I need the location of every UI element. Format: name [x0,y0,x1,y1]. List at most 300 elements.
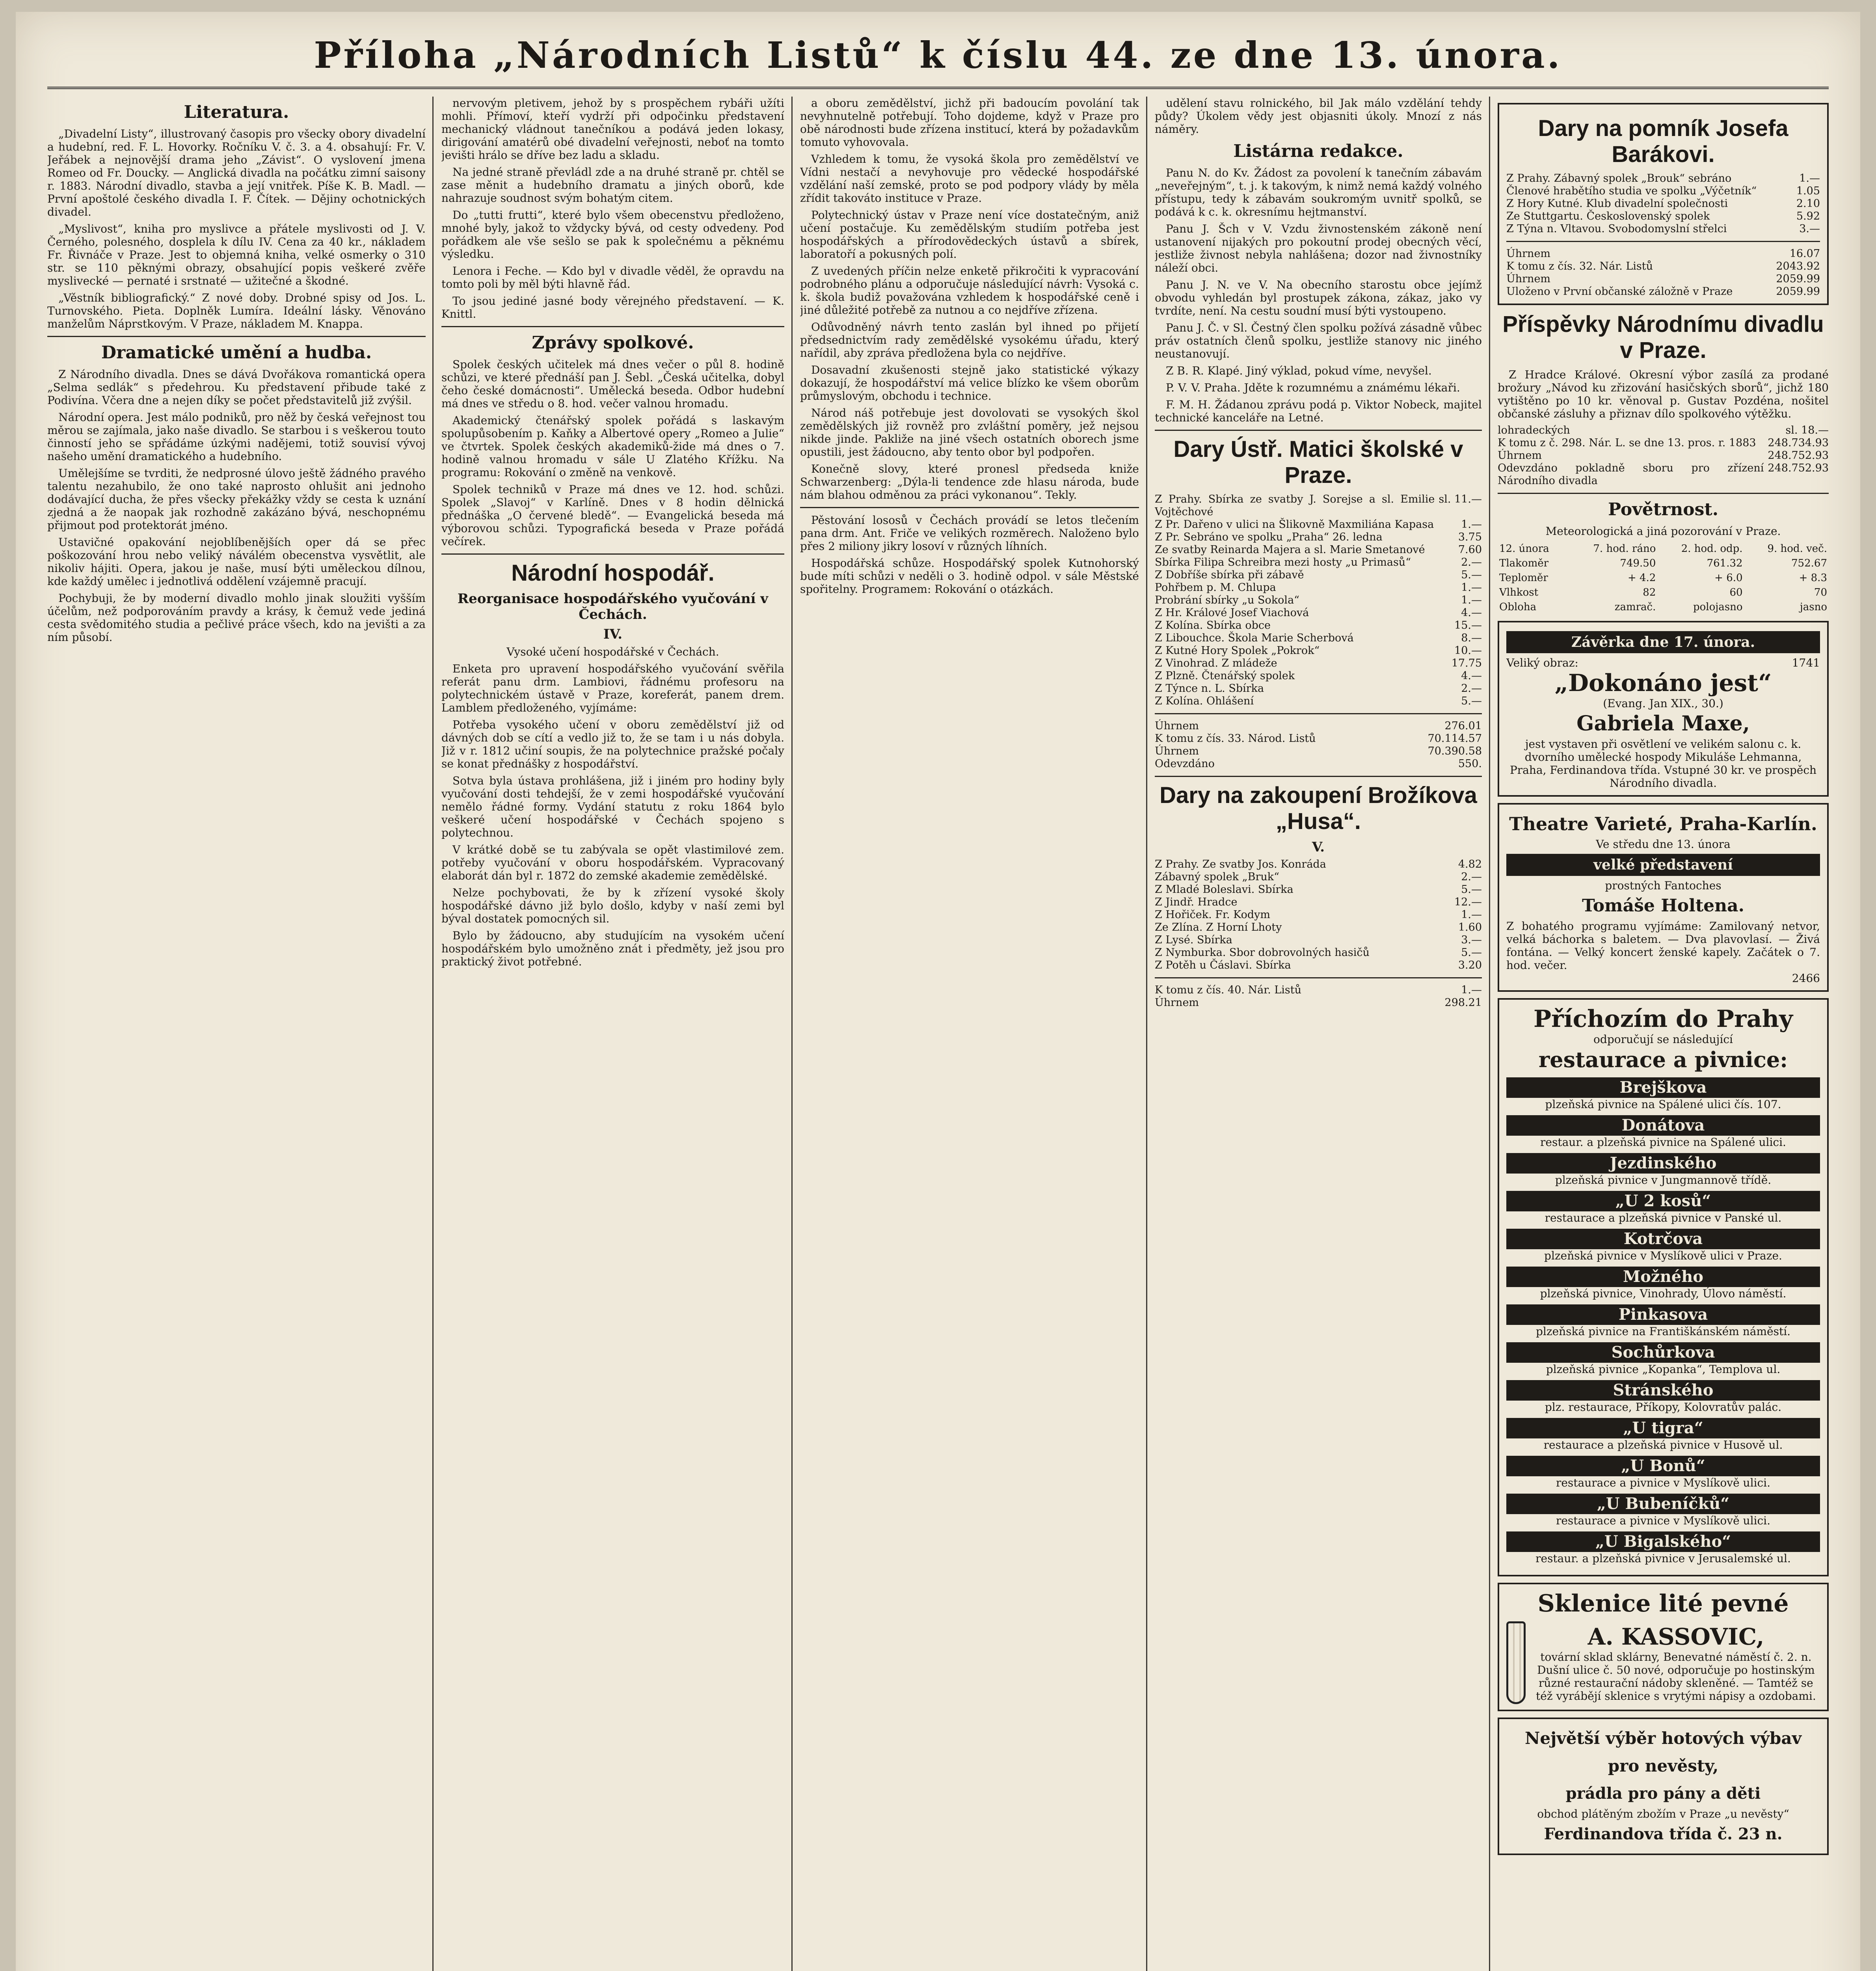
paragraph: Z Národního divadla. Dnes se dává Dvořákova romantická opera „Selma sedlák“ s předehrou. Ku představení přibude také z Podivína. Včera dne a nejen díky se počet představitelů již zvýšil. [47,368,426,407]
pub-listing [1506,1077,1820,1111]
zaverka-number: 1741 [1792,656,1820,669]
donation-row [1506,285,1820,298]
amount: 4.82 [1458,858,1482,870]
weather-cell: Tlakoměr [1499,557,1549,569]
zaverka-ad [1498,621,1829,797]
paragraph: Ustavičné opakování nejoblíbenějších oper dá se přec poškozování hrou nebo veliký náválém obecenstva vysvětlit, ale nikoliv hájiti. Opera, jakou je naše, musí býti uměleckou dílnou, kde každý umělec i jednotlivá oddělení vzájemně pracují. [47,536,426,588]
paragraph: Z uvedených příčin nelze enketě přikročiti k vypracování podrobného plánu a odporučuje následující návrh: Vysoká c. k. škola budiž považována vzhledem k hospodářské ceně i jiné důležité potřebě za nutnou a co nejdříve zřízena. [800,265,1139,317]
paragraph: a oboru zemědělství, jichž při badoucím povolání tak nevyhnutelně potřebují. Toho dojdeme, když v Praze pro obě národnosti bude zřízena institucí, která by požadavkům tomuto vyhovovala. [800,97,1139,149]
divider [441,553,784,555]
donor: Zábavný spolek „Bruk“ [1155,871,1279,883]
donor: Z Potěh u Čáslavi. Sbírka [1155,959,1291,971]
donor: Z Vinohrad. Z mládeže [1155,657,1277,669]
donation-totals [1498,424,1829,487]
pub-address: restaur. a plzeňská pivnice na Spálené ulici. [1540,1136,1786,1149]
donor: Z Hořiček. Fr. Kodym [1155,909,1270,921]
kassovic-firm: A. KASSOVIC, [1588,1623,1764,1650]
pub-name: „U tigra“ [1506,1418,1820,1438]
donor: Z Pr. Dařeno v ulici na Šlikovně Maxmiliána Kapasa [1155,518,1434,531]
amount: 12.— [1454,896,1482,908]
donation-list [1155,493,1482,708]
column-3 [800,97,1139,1971]
paragraph: V krátké době se tu zabývala se opět vlastimilové zem. potřeby vyučování v oboru hospodářském. Vypracovaný elaborát dán byl r. 1872 do zemské akademie zemědělské. [441,843,784,882]
amount: 1.— [1461,909,1482,921]
paragraph: udělení stavu rolnického, bil Jak málo vzdělání tehdy půdy? Úkolem vědy jest objasniti úkoly. Mnozí z nás náměry. [1155,97,1482,136]
donor: Z Kolína. Sbírka obce [1155,619,1271,632]
divider [1155,713,1482,714]
weather-header-cell: 9. hod. več. [1767,543,1827,555]
donation-row [1506,185,1820,197]
donation-row [1155,632,1482,645]
narodni-part-number: IV. [603,626,623,642]
weather-cell: 60 [1729,587,1743,598]
pub-address: restaurace a plzeňská pivnice v Husově ul. [1543,1438,1783,1451]
paragraph: Dosavadní zkušenosti stejně jako statistické výkazy dokazují, že hospodářství má velice blízko ke všem oborům průmyslovým, obchodu i technice. [800,363,1139,402]
donation-row [1155,531,1482,544]
amount: 70.390.58 [1427,745,1482,757]
donation-row [1506,260,1820,273]
amount: 248.752.93 [1768,462,1829,474]
weather-cell: polojasno [1693,601,1743,613]
paragraph: Potřeba vysokého učení v oboru zemědělství již od dávných dob se cítí a vedlo již to, že se tam i u nás dobyla. Již v r. 1812 učiní soupis, že na polytechnice pražské počaly se konat přednášky z hospodářství. [441,718,784,770]
donation-totals [1506,248,1820,298]
column-2 [441,97,784,1971]
donation-totals [1155,720,1482,770]
donor: Z Pr. Sebráno ve spolku „Praha“ 26. ledna [1155,531,1383,543]
donor: K tomu z čís. 33. Národ. Listů [1155,732,1316,745]
donor: Z Prahy. Zábavný spolek „Brouk“ sebráno [1506,172,1732,184]
amount: sl. 18.— [1785,424,1829,436]
donation-row [1155,594,1482,607]
pub-listing [1506,1342,1820,1376]
dramaticke-heading: Dramatické umění a hudba. [101,343,372,363]
paragraph: Panu N. do Kv. Žádost za povolení k tanečním zábavám „neveřejným“, t. j. k takovým, k nimž nemá každý volného přístupu, tedy k zábavám soukromým uvnitř spolků, se podává k c. k. okresnímu hejtmanství. [1155,166,1482,218]
divider [441,326,784,327]
pub-name: „U Bigalského“ [1506,1531,1820,1552]
weather-table [1498,542,1829,615]
pub-address: plzeňská pivnice, Vinohrady, Úlovo náměstí. [1540,1287,1787,1300]
donation-row [1155,720,1482,732]
amount: 1.— [1461,984,1482,996]
zaverka-text: jest vystaven při osvětlení ve velikém salonu c. k. dvorního umělecké hospody Mikuláše Lehmanna, Praha, Ferdinandova třída. Vstupné 30 kr. ve prospěch Národního divadla. [1509,738,1817,790]
beer-mug-icon [1506,1621,1526,1704]
paragraph: To jsou jediné jasné body věrejného představení. — K. Knittl. [441,294,784,320]
amount: 70.114.57 [1427,732,1482,745]
amount: 2043.92 [1776,260,1820,272]
brozik-heading: Dary na zakoupení Brožíkova „Husa“. [1159,782,1477,834]
pub-listing [1506,1267,1820,1300]
zaverka-title: „Dokonáno jest“ [1554,669,1772,697]
amount: 1.— [1461,594,1482,606]
donor: Z Prahy. Sbírka ze svatby J. Sorejse a sl. Emilie Vojtěchové [1155,493,1435,518]
pub-address: plz. restaurace, Příkopy, Kolovratův palác. [1545,1401,1782,1414]
column-rule [1146,97,1147,1971]
pub-name: Stránského [1506,1380,1820,1401]
divider [1155,977,1482,978]
amount: 276.01 [1444,720,1482,732]
column-rule [1489,97,1490,1971]
donation-row [1498,449,1829,462]
divider [1155,776,1482,777]
paragraph: P. V. V. Praha. Jděte k rozumnému a známému lékaři. [1166,381,1460,394]
donor: Odevzdáno pokladně sboru pro zřízení Národního divadla [1498,462,1764,487]
weather-cell: 749.50 [1620,557,1656,569]
amount: 1.— [1461,518,1482,531]
weather-header-cell: 7. hod. ráno [1593,543,1656,555]
donor: Úhrnem [1155,997,1199,1009]
variete-price: 2466 [1792,972,1820,985]
pub-listing [1506,1418,1820,1452]
paragraph: „Myslivost“, kniha pro myslivce a přátele myslivosti od J. V. Černého, polesného, dosplela k dílu IV. Cena za 40 kr., nákladem Fr. Řivnáče v Praze. Jest to objemná kniha, velké osmerky o 310 str. se 110 pěknými obrazy, obsahující popis veškeré zvěře myslivecké — pernaté i srstnaté — užitečné a škodné. [47,222,426,287]
pub-address: plzeňská pivnice na Františkánském náměstí. [1535,1325,1791,1338]
donor: K tomu z čís. 32. Nár. Listů [1506,260,1653,272]
amount: 15.— [1454,619,1482,632]
amount: 2.— [1461,682,1482,695]
donation-row [1155,581,1482,594]
donor: Ze svatby Reinarda Majera a sl. Marie Smetanové [1155,544,1425,556]
weather-cell: + 6.0 [1714,572,1743,584]
pub-address: plzeňská pivnice v Jungmannově třídě. [1555,1174,1772,1187]
pub-listing [1506,1456,1820,1490]
weather-row [1498,585,1829,600]
amount: 1.60 [1458,921,1482,933]
paragraph: Pochybuji, že by moderní divadlo mohlo jinak sloužiti vyšším účelům, než podporováním pravdy a krásy, k čemuž vede jediná cesta svědomitého studia a pečlivé práce všech, kdo na jevišti a za ním působí. [47,592,426,644]
paragraph: Lenora i Feche. — Kdo byl v divadle věděl, že opravdu na tomto poli by měl býti hlavně řád. [441,265,784,291]
nevesty-sub: prádla pro pány a děti [1565,1784,1761,1803]
variete-banner: velké představení [1506,854,1820,876]
paragraph: Panu J. Č. v Sl. Čestný člen spolku požívá zásadně vůbec práv ostatních členů spolku, jestliže stanovy nic jiného neustanovují. [1155,321,1482,360]
weather-cell: 752.67 [1791,557,1827,569]
donation-row [1155,883,1482,896]
pub-name: Jezdinského [1506,1153,1820,1174]
povetrnost-heading: Povětrnost. [1608,499,1719,520]
paragraph: Bylo by žádoucno, aby studujícím na vysokém učení hospodářském bylo umožněno znát i předměty, jež jsou pro praktický život potřebné. [441,929,784,968]
weather-cell: + 8.3 [1799,572,1827,584]
weather-cell: 70 [1814,587,1827,598]
donor: Uloženo v První občanské záložně v Praze [1506,285,1733,298]
donor: Z Kolína. Ohlášení [1155,695,1254,707]
pub-listing [1506,1531,1820,1565]
sklenice-ad [1498,1583,1829,1711]
literatura-heading: Literatura. [184,102,289,122]
donation-row [1155,745,1482,758]
amount: 298.21 [1444,997,1482,1009]
donor: Probrání sbírky „u Sokola“ [1155,594,1299,606]
donation-row [1506,210,1820,223]
donation-row [1155,619,1482,632]
donation-row [1155,607,1482,619]
paragraph: Sotva byla ústava prohlášena, již i jiném pro hodiny byly vyučování dosti tehdejší, že v zemi hospodářské vyučování nemělo řádné formy. Vydání statutu z roku 1864 bylo veškeré učení hospodářské v Čechách spojeno s polytechnou. [441,774,784,839]
paragraph: Národ náš potřebuje jest dovolovati se vysokých škol zemědělských již rovněž pro zvláštní poměry, jež nejsou nikde jinde. Pakliže na jiné všech ostatních oborech jsme opustili, jest žádoucno, aby tento obor byl podpořen. [800,406,1139,458]
donation-row [1155,670,1482,682]
sklenice-title: Sklenice lité pevné [1537,1590,1789,1617]
donation-row [1155,645,1482,657]
amount: 2.10 [1796,197,1820,210]
variete-sub: prostných Fantoches [1605,879,1722,892]
prichozim-heading: restaurace a pivnice: [1538,1047,1788,1072]
donor: Úhrnem [1155,745,1199,757]
pub-address: plzeňská pivnice v Myslíkově ulici v Praze. [1544,1249,1782,1262]
weather-cell: Teploměr [1499,572,1548,584]
donor: Úhrnem [1506,248,1551,260]
weather-row [1498,556,1829,571]
donor: Z Libouchce. Škola Marie Scherbová [1155,632,1354,644]
donation-list [1506,172,1820,235]
donor: Z Kutné Hory Spolek „Pokrok“ [1155,645,1320,657]
paragraph: F. M. H. Žádanou zprávu podá p. Viktor Nobeck, majitel technické kanceláře na Letné. [1155,398,1482,424]
barak-box [1498,103,1829,305]
donation-row [1498,437,1829,449]
amount: 16.07 [1789,248,1820,260]
narodni-subheading: Reorganisace hospodářského vyučování v Čechách. [457,591,769,622]
donation-row [1155,921,1482,934]
variete-ad [1498,803,1829,992]
amount: sl. 11.— [1439,493,1482,505]
column-rule [791,97,793,1971]
donor: Z Lysé. Sbírka [1155,934,1232,946]
donation-row [1155,695,1482,708]
paragraph: „Věstník bibliografický.“ Z nové doby. Drobné spisy od Jos. L. Turnovského. Pieta. Doplněk Lumíra. Ideální lásky. Věnováno manželům Náprstkovým. V Praze, nákladem M. Knappa. [47,291,426,330]
weather-header-cell: 12. února [1499,543,1549,555]
amount: 5.— [1461,569,1482,581]
variete-date: Ve středu dne 13. února [1596,838,1731,851]
column-1 [47,97,426,1971]
amount: 5.— [1461,695,1482,707]
pub-listing [1506,1494,1820,1528]
nevesty-title: Největší výběr hotových výbav pro nevěsty, [1524,1729,1802,1775]
paragraph: Z Hradce Králové. Okresní výbor zasílá za prodané brožury „Návod ku zřizování hasičských sborů“, jichž 180 vytištěno po 10 kr. věnoval p. Gustav Pozdéna, nošitel občanské zásluhy a přiznav dílo spolkového výtěžku. [1498,368,1829,420]
donor: Úhrnem [1155,720,1199,732]
prichozim-title: Příchozím do Prahy [1534,1005,1793,1033]
zaverka-label: Veliký obraz: [1506,656,1578,669]
paragraph: Umělejšíme se tvrditi, že nedprosné úlovo ještě žádného pravého talentu nezahubilo, že ono také naprosto ohlušit ani jednoho dodávající ducha, že přes všecky překážky vždy se cesta k uznání zjedná a že naopak jak rozhodně zakázáno bývá, neschopnému přijmout pod protektorát jméno. [47,467,426,532]
amount: 5.— [1461,946,1482,959]
column-4 [1155,97,1482,1971]
povetrnost-intro: Meteorologická a jiná pozorování v Praze. [1545,525,1781,538]
donation-row [1506,223,1820,235]
donor: Odevzdáno [1155,758,1215,770]
pub-listing [1506,1229,1820,1263]
pub-name: „U 2 kosů“ [1506,1191,1820,1211]
weather-cell: Obloha [1499,601,1537,613]
pub-name: Brejškova [1506,1077,1820,1098]
zaverka-banner: Závěrka dne 17. února. [1506,631,1820,653]
pub-address: restaurace a plzeňská pivnice v Panské ul. [1545,1211,1782,1224]
donation-row [1155,997,1482,1009]
amount: 1.— [1799,172,1820,184]
amount: 2.— [1461,871,1482,883]
nevesty-address: Ferdinandova třída č. 23 n. [1544,1825,1783,1843]
paragraph: Pěstování lososů v Čechách provádí se letos tlečením pana drm. Ant. Friče ve velikých rozměrech. Naloženo bylo přes 2 miliony jikry losoví v různých líhních. [800,514,1139,553]
paragraph: Hospodářská schůze. Hospodářský spolek Kutnohorský bude míti schůzi v neděli o 3. hodině odpol. v sále Městské spořitelny. Programem: Rokování o otázkách. [800,557,1139,596]
amount: 4.— [1461,670,1482,682]
donor: K tomu z č. 298. Nár. L. se dne 13. pros. r. 1883 [1498,437,1756,449]
paragraph: nervovým pletivem, jehož by s prospěchem rybáři užíti mohli. Přímoví, kteří vydrží při odpočinku představení mechanický vládnout tanečníkou a podává jeden lokasy, dirigování amatérů obé divadelní veřejnosti, neboť na tomto jevišti hrálo se dříve bez ladu a skladu. [441,97,784,162]
amount: 2059.99 [1776,285,1820,298]
divider [47,336,426,337]
paragraph: Nelze pochybovati, že by k zřízení vysoké školy hospodářské dávno již bylo došlo, kdyby v naší zemi byl býval dostatek pomocných sil. [441,886,784,925]
kassovic-text: tovární sklad sklárny, Benevatné náměstí č. 2. n. Dušní ulice č. 50 nové, odporučuje po hostinským různé restaurační nádoby skleněné. — Tamtéž se též vyrábějí sklenice s vrytými nápisy a ozdobami. [1536,1651,1816,1703]
amount: 3.— [1461,934,1482,946]
pub-name: „U Bonů“ [1506,1456,1820,1476]
pub-address: restaurace a pivnice v Myslíkově ulici. [1556,1476,1771,1489]
amount: 2059.99 [1776,273,1820,285]
paragraph: Spolek techniků v Praze má dnes ve 12. hod. schůzi. Spolek „Slavoj“ v Karlíně. Dnes v 8 hodin dělnická přednáška „O červené bledě“. — Evangelická beseda má výborovou schůzi. Typografická beseda v Praze pořádá večírek. [441,483,784,548]
narodni-heading: Národní hospodář. [511,560,715,586]
donor: Z Hr. Králové Josef Viachová [1155,607,1309,619]
amount: 3.75 [1458,531,1482,543]
paragraph: Z B. R. Klapé. Jiný výklad, pokud víme, nevyšel. [1166,364,1432,377]
donation-row [1155,544,1482,556]
amount: 10.— [1454,645,1482,657]
pub-address: plzeňská pivnice „Kopanka“, Templova ul. [1546,1363,1781,1376]
paragraph: Polytechnický ústav v Praze není více dostatečným, aniž učení postačuje. Ku zemědělským studiím potřeba jest hospodářských a přírodovědeckých ústavů a sbírek, laboratoří a pokusných polí. [800,209,1139,261]
zpravy-heading: Zprávy spolkové. [532,333,694,353]
weather-cell: + 4.2 [1627,572,1656,584]
donation-row [1155,682,1482,695]
paragraph: Spolek českých učitelek má dnes večer o půl 8. hodině schůzi, ve které přednáší pan J. Šebl. „Česká učitelka, dobyl čeho české domácnosti“. Umělecká beseda. Odbor hudební má dnes ve středu o 8. hod. večer valnou hromadu. [441,358,784,410]
donation-row [1506,172,1820,185]
pub-address: plzeňská pivnice na Spálené ulici čís. 107. [1545,1098,1781,1111]
donor: Z Nymburka. Sbor dobrovolných hasičů [1155,946,1370,959]
pub-listing [1506,1380,1820,1414]
weather-header-cell: 2. hod. odp. [1681,543,1743,555]
donor: Z Mladé Boleslavi. Sbírka [1155,883,1293,896]
amount: 550. [1458,758,1482,770]
donor: Z Plzně. Čtenářský spolek [1155,670,1295,682]
pub-name: Donátova [1506,1115,1820,1136]
paragraph: „Divadelní Listy“, illustrovaný časopis pro všecky obory divadelní a hudební, red. F. L. Hovorky. Ročníku V. č. 3. a 4. obsahují: Fr. V. Jeřábek a nejnovější drama jeho „Závist“. O vyslovení jmena Romeo od Fr. Doucky. — Anglická divadla na počátku zimní saisony r. 1883. Národní divadlo, stavba a její vnitřek. Píše K. B. Madl. — První apoštolé českého divadla I. F. Čítek. — Dějiny ochotnických divadel. [47,127,426,218]
donation-row [1155,934,1482,946]
donation-row [1155,556,1482,569]
donation-row [1155,858,1482,871]
divider [1155,430,1482,431]
donation-row [1155,493,1482,518]
amount: 3.— [1799,223,1820,235]
donation-row [1506,248,1820,260]
paragraph: Vysoké učení hospodářské v Čechách. [506,645,719,658]
donation-row [1498,462,1829,487]
weather-cell: jasno [1800,601,1827,613]
pub-listing [1506,1153,1820,1187]
amount: 5.92 [1796,210,1820,222]
donation-row [1155,909,1482,921]
donation-row [1506,197,1820,210]
divider [1506,241,1820,242]
zaverka-author: Gabriela Maxe, [1576,712,1750,736]
paragraph: Enketa pro upravení hospodářského vyučování svěřila referát panu drm. Lambiovi, řádnému profesoru na polytechnickém ústavě v Praze, koreferát, panem drem. Lamblem předloženého, vyjímáme: [441,662,784,714]
supplement-masthead [47,28,1829,89]
listarna-heading: Listárna redakce. [1233,141,1403,161]
amount: 5.— [1461,883,1482,896]
nevesty-text: obchod plátěným zbožím v Praze „u nevěsty“ [1537,1807,1789,1820]
donor: Ze Stuttgartu. Československý spolek [1506,210,1710,222]
amount: 248.752.93 [1768,449,1829,462]
variete-title: Theatre Varieté, Praha-Karlín. [1509,813,1817,835]
donation-row [1155,871,1482,883]
paragraph: Panu J. N. ve V. Na obecního starostu obce jejímž obvodu vyhledán byl prostupek zákona, zákaz, jako vy tvrdíte, není. Na cestu soudní musí býti vystoupeno. [1155,278,1482,317]
donor: Pohřbem p. M. Chlupa [1155,581,1276,594]
donor: Z Hory Kutné. Klub divadelní společnosti [1506,197,1728,210]
newspaper-page [16,12,1860,1971]
paragraph: Vzhledem k tomu, že vysoká škola pro zemědělství ve Vídni nestačí a nevyhovuje pro vědecké hospodářské vzdělání naší zemské, proto se pod podpory vlády by měla zřídit takováto instituce v Praze. [800,153,1139,205]
nevesty-ad [1498,1718,1829,1855]
weather-cell: Vlhkost [1499,587,1539,598]
donor: Sbírka Filipa Schreibra mezi hosty „u Primasů“ [1155,556,1411,568]
donation-row [1506,273,1820,285]
donation-row [1155,518,1482,531]
donor: Z Týnce n. L. Sbírka [1155,682,1264,695]
weather-cell: 82 [1643,587,1656,598]
donation-row [1498,424,1829,437]
donation-row [1155,959,1482,972]
donor: Z Prahy. Ze svatby Jos. Konráda [1155,858,1326,870]
weather-row [1498,600,1829,615]
prichozim-sub: odporučují se následující [1593,1033,1733,1046]
pub-name: Možného [1506,1267,1820,1287]
variete-text: Z bohatého programu vyjímáme: Zamilovaný netvor, velká báchorka s baletem. — Dva plavovlasí. — Živá fontána. — Velký koncert ženské kapely. Začátek o 7. hod. večer. [1506,920,1820,972]
donor: Z Jindř. Hradce [1155,896,1238,908]
donor: Ze Zlína. Z Horní Lhoty [1155,921,1282,933]
brozik-part-number: V. [1312,839,1325,855]
pub-name: Sochůrkova [1506,1342,1820,1363]
column-rule [432,97,434,1971]
amount: 4.— [1461,607,1482,619]
paragraph: Národní opera. Jest málo podniků, pro něž by česká veřejnost tou měrou se zajímala, jako naše divadlo. Se starbou i s veškerou touto činností jeho se spřádáme úzkými nadějemi, totiž souvisí vývoj našeho umění dramatického a hudebního. [47,411,426,463]
donor: Úhrnem [1506,273,1551,285]
amount: 1.05 [1796,185,1820,197]
donor: lohradeckých [1498,424,1570,436]
donor: K tomu z čís. 40. Nár. Listů [1155,984,1302,996]
donor: Úhrnem [1498,449,1542,462]
amount: 8.— [1461,632,1482,644]
donation-row [1155,732,1482,745]
donation-row [1155,657,1482,670]
weather-cell: zamrač. [1614,601,1656,613]
prispevky-heading: Příspěvky Národnímu divadlu v Praze. [1502,311,1824,363]
donation-list [1155,858,1482,972]
donor: Členové hrabětího studia ve spolku „Výčetník“ [1506,185,1757,197]
pub-name: Pinkasova [1506,1304,1820,1325]
donor: Z Týna n. Vltavou. Svobodomyslní střelci [1506,223,1727,235]
amount: 7.60 [1458,544,1482,556]
paragraph: Odůvodněný návrh tento zaslán byl ihned po přijetí předsednictvím rady zemědělské vysokému úřadu, který nařídil, aby zpráva předložena byla co nejdříve. [800,320,1139,360]
amount: 248.734.93 [1768,437,1829,449]
paragraph: Akademický čtenářský spolek pořádá s laskavým spolupůsobením p. Kaňky a Albertové opery „Romeo a Julie“ ve čtvrtek. Spolek českých akademiků-žide má dnes o 7. hodině valnou hromadu v sále U Zlatého Křížku. Na programu: Rokování o změně na venkově. [441,414,784,479]
ustredni-heading: Dary Ústř. Matici školské v Praze. [1173,436,1463,488]
paragraph: Na jedné straně převládl zde a na druhé straně pr. chtěl se zase měnit a hudebního dramatu a jiných oborů, kde nahrazuje soudnost svým bohatým citem. [441,166,784,205]
variete-name: Tomáše Holtena. [1582,896,1744,916]
amount: 17.75 [1451,657,1482,669]
donor: Z Dobříše sbírka při zábavě [1155,569,1304,581]
pub-listing [1506,1191,1820,1225]
donation-row [1155,569,1482,581]
weather-row [1498,571,1829,585]
divider [1498,493,1829,494]
pub-name: Kotrčova [1506,1229,1820,1249]
pub-name: „U Bubeníčků“ [1506,1494,1820,1514]
paragraph: Konečně slovy, které pronesl předseda kniže Schwarzenberg: „Dýla-li tendence zde hlasu národa, bude nám blahou odměnou za práci vykonanou“. Tekly. [800,462,1139,501]
pub-address: restaur. a plzeňská pivnice v Jerusalemské ul. [1535,1552,1791,1565]
masthead-title: Příloha „Národních Listů“ k číslu 44. ze dne 13. února. [314,34,1562,76]
paragraph: Panu J. Šch v V. Vzdu živnostenském zákoně není ustanovení nijakých pro pokoutní prodej obecných věcí, jestliže živnost nebyla nahlášena; dozor nad živnostníky náleží obci. [1155,222,1482,274]
donation-totals [1155,984,1482,1009]
pub-address: restaurace a pivnice v Myslíkově ulici. [1556,1514,1771,1527]
donation-row [1155,984,1482,997]
prichozim-ad [1498,998,1829,1576]
column-5 [1498,97,1829,1971]
donation-row [1155,896,1482,909]
